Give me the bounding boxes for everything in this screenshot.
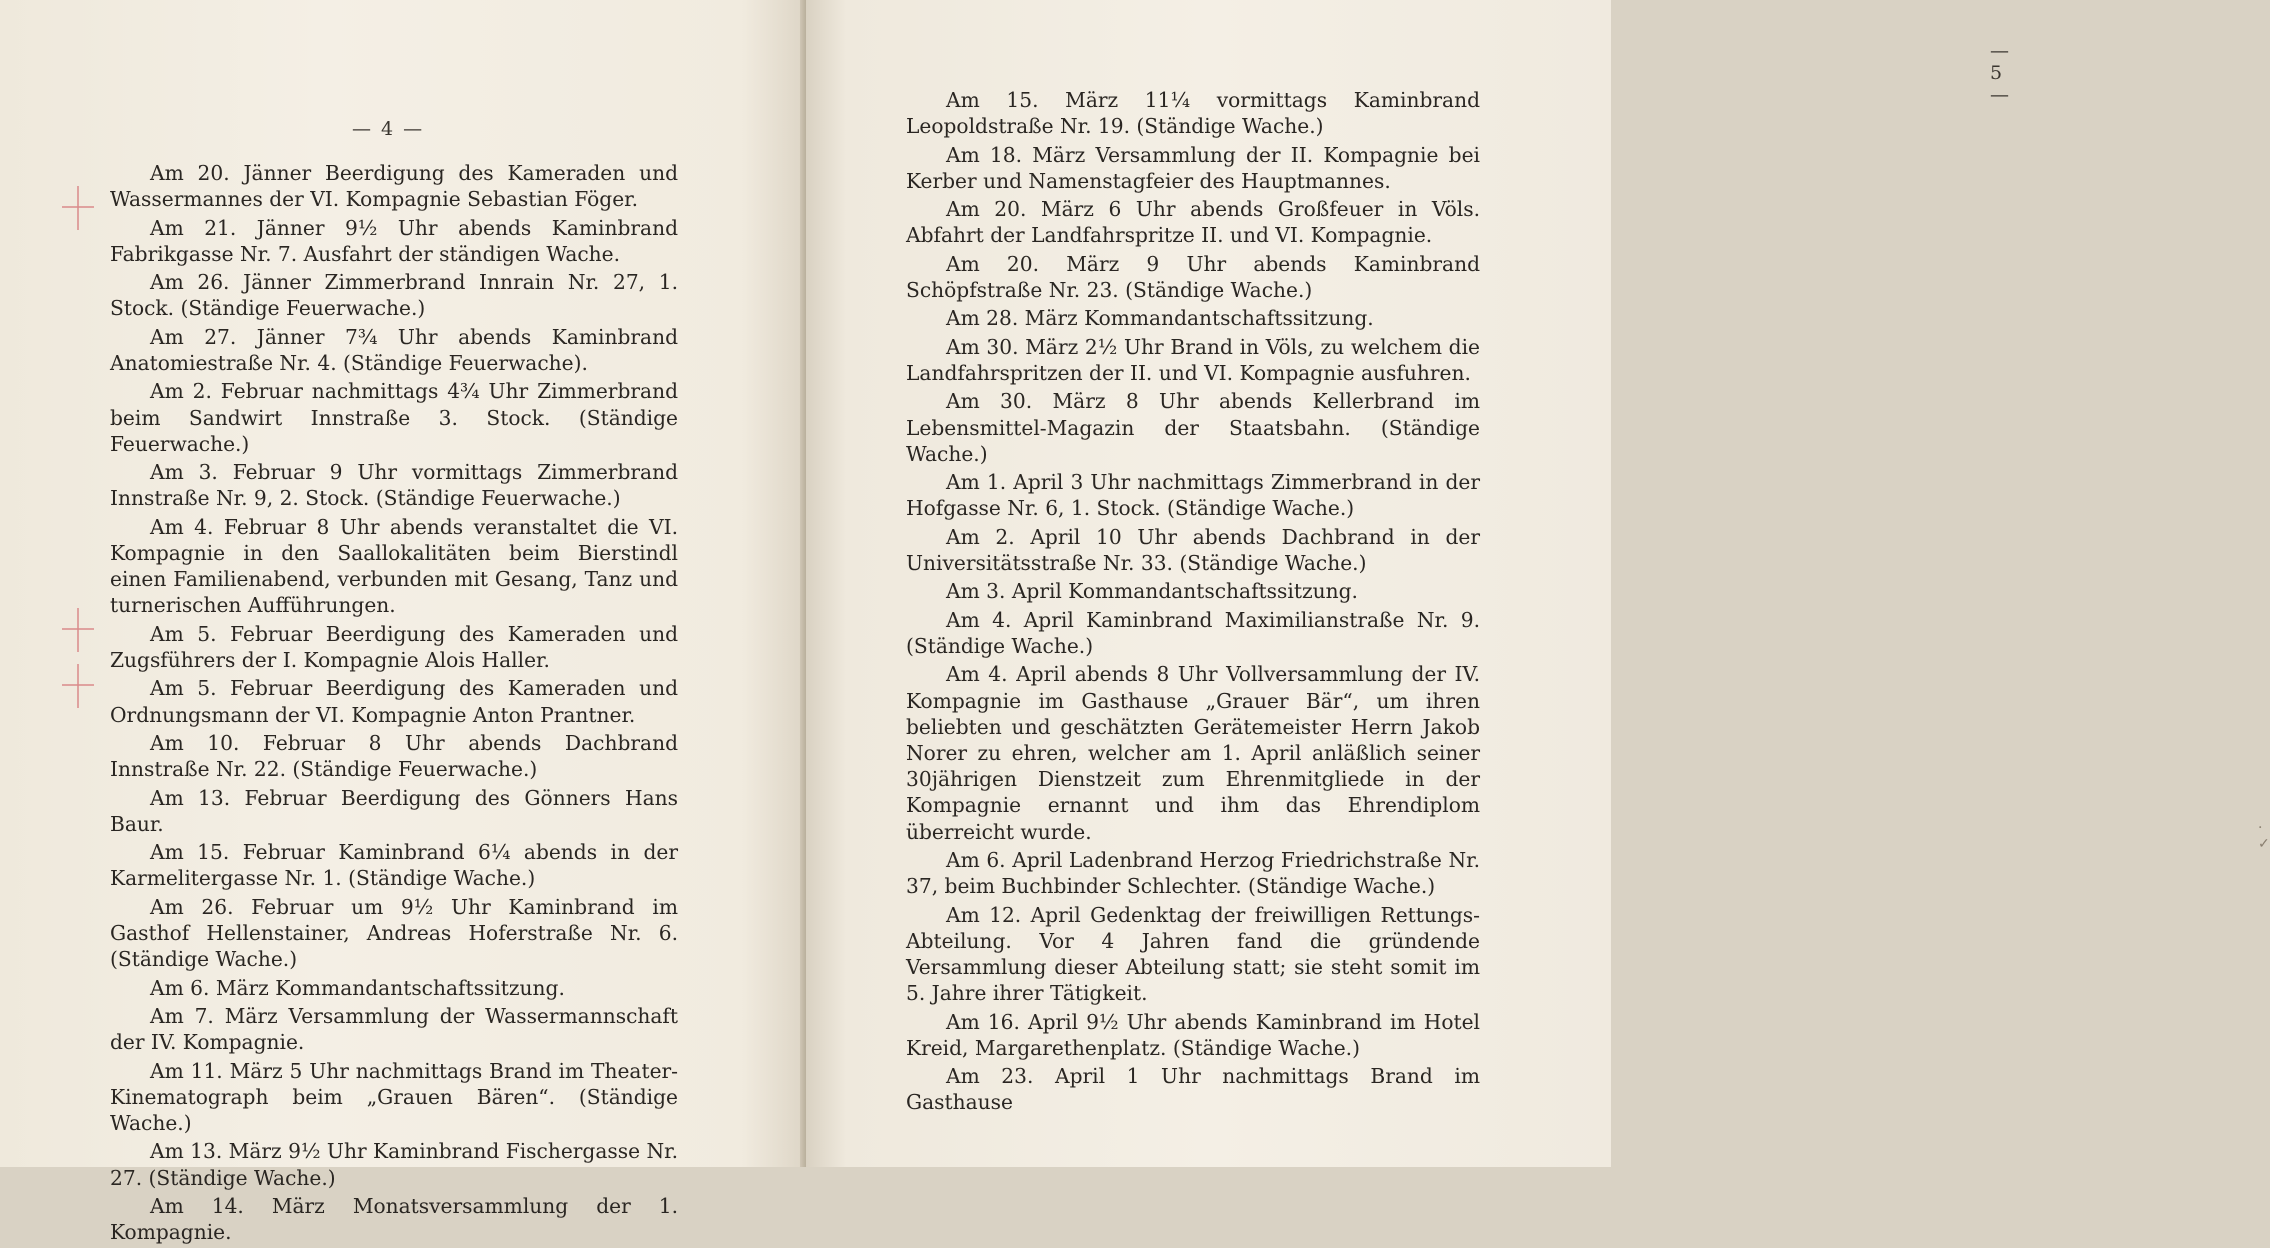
chronicle-entry: Am 11. März 5 Uhr nachmittags Brand im Theater-Kinematograph beim „Grauen Bären“. (Ständige Wache.) [110, 1058, 678, 1135]
chronicle-entry: Am 15. März 11¼ vormittags Kaminbrand Leopoldstraße Nr. 19. (Ständige Wache.) [906, 88, 1480, 139]
chronicle-entry: Am 3. Februar 9 Uhr vormittags Zimmerbrand Innstraße Nr. 9, 2. Stock. (Ständige Feuerwache.) [110, 460, 678, 511]
page-number-left: — 4 — [352, 118, 425, 140]
chronicle-entry: Am 13. März 9½ Uhr Kaminbrand Fischergasse Nr. 27. (Ständige Wache.) [110, 1139, 678, 1190]
chronicle-entry: Am 21. Jänner 9½ Uhr abends Kaminbrand Fabrikgasse Nr. 7. Ausfahrt der ständigen Wache. [110, 215, 678, 266]
chronicle-entry: Am 10. Februar 8 Uhr abends Dachbrand Innstraße Nr. 22. (Ständige Feuerwache.) [110, 730, 678, 782]
pencil-tick-mark: · ✓ [2258, 820, 2270, 852]
chronicle-entry: Am 6. April Ladenbrand Herzog Friedrichstraße Nr. 37, beim Buchbinder Schlechter. (Ständige Wache.) [906, 847, 1480, 899]
chronicle-entry: Am 3. April Kommandantschaftssitzung. [946, 579, 1358, 604]
chronicle-entry: Am 4. April Kaminbrand Maximilianstraße Nr. 9. (Ständige Wache.) [906, 607, 1480, 658]
chronicle-entry: Am 4. Februar 8 Uhr abends veranstaltet die VI. Kompagnie in den Saallokalitäten beim Bierstindl einen Familienabend, verbunden mit Gesang, Tanz und turnerischen Aufführungen. [110, 514, 678, 618]
chronicle-entry: Am 27. Jänner 7¾ Uhr abends Kaminbrand Anatomiestraße Nr. 4. (Ständige Feuerwache). [110, 324, 678, 375]
chronicle-entry: Am 28. März Kommandantschaftssitzung. [946, 306, 1374, 331]
pencil-cross-mark [60, 608, 96, 652]
pencil-cross-mark [60, 186, 96, 230]
chronicle-entry: Am 14. März Monatsversammlung der 1. Kompagnie. [110, 1193, 678, 1245]
chronicle-entry: Am 30. März 2½ Uhr Brand in Völs, zu welchem die Landfahrspritzen der II. und VI. Kompagnie ausfuhren. [906, 334, 1480, 385]
chronicle-entry: Am 15. Februar Kaminbrand 6¼ abends in der Karmelitergasse Nr. 1. (Ständige Wache.) [110, 840, 678, 891]
page-number-right: — 5 — [1990, 40, 2011, 106]
chronicle-entry: Am 13. Februar Beerdigung des Gönners Hans Baur. [110, 785, 678, 836]
left-page [0, 0, 806, 1245]
chronicle-entry: Am 18. März Versammlung der II. Kompagnie bei Kerber und Namenstagfeier des Hauptmannes. [906, 142, 1480, 193]
right-page [806, 0, 2270, 1167]
chronicle-entry: Am 16. April 9½ Uhr abends Kaminbrand im Hotel Kreid, Margarethenplatz. (Ständige Wache.) [906, 1009, 1480, 1060]
chronicle-entry: Am 6. März Kommandantschaftssitzung. [150, 975, 565, 1000]
pencil-cross-mark [60, 664, 96, 708]
chronicle-entry: Am 2. April 10 Uhr abends Dachbrand in der Universitätsstraße Nr. 33. (Ständige Wache.) [906, 524, 1480, 575]
chronicle-entry: Am 2. Februar nachmittags 4¾ Uhr Zimmerbrand beim Sandwirt Innstraße 3. Stock. (Ständige Feuerwache.) [110, 379, 678, 456]
chronicle-entry: Am 12. April Gedenktag der freiwilligen Rettungs-Abteilung. Vor 4 Jahren fand die gründende Versammlung dieser Abteilung statt; sie steht somit im 5. Jahre ihrer Tätigkeit. [906, 902, 1480, 1006]
chronicle-entry: Am 4. April abends 8 Uhr Vollversammlung der IV. Kompagnie im Gasthause „Grauer Bär“, um ihren beliebten und geschätzten Gerätemeister Herrn Jakob Norer zu ehren, welcher am 1. April anläßlich seiner 30jährigen Dienstzeit zum Ehrenmitgliede in der Kompagnie ernannt und ihm das Ehrendiplom überreicht wurde. [906, 662, 1480, 844]
chronicle-entry: Am 26. Jänner Zimmerbrand Innrain Nr. 27, 1. Stock. (Ständige Feuerwache.) [110, 270, 678, 321]
chronicle-entry: Am 5. Februar Beerdigung des Kameraden und Ordnungsmann der VI. Kompagnie Anton Prantner. [110, 676, 678, 727]
chronicle-entry: Am 20. Jänner Beerdigung des Kameraden und Wassermannes der VI. Kompagnie Sebastian Föger. [110, 161, 678, 212]
chronicle-entry: Am 26. Februar um 9½ Uhr Kaminbrand im Gasthof Hellenstainer, Andreas Hoferstraße Nr. 6. (Ständige Wache.) [110, 894, 678, 972]
chronicle-entries-left [110, 160, 678, 1248]
chronicle-entry: Am 7. März Versammlung der Wassermannschaft der IV. Kompagnie. [110, 1003, 678, 1055]
chronicle-entry: Am 20. März 9 Uhr abends Kaminbrand Schöpfstraße Nr. 23. (Ständige Wache.) [906, 251, 1480, 302]
chronicle-entry: Am 20. März 6 Uhr abends Großfeuer in Völs. Abfahrt der Landfahrspritze II. und VI. Kompagnie. [906, 197, 1480, 248]
chronicle-entries-right [906, 87, 1480, 1118]
chronicle-entry: Am 23. April 1 Uhr nachmittags Brand im Gasthause [906, 1064, 1480, 1115]
chronicle-entry: Am 5. Februar Beerdigung des Kameraden und Zugsführers der I. Kompagnie Alois Haller. [110, 621, 678, 672]
chronicle-entry: Am 30. März 8 Uhr abends Kellerbrand im Lebensmittel-Magazin der Staatsbahn. (Ständige Wache.) [906, 389, 1480, 466]
chronicle-entry: Am 1. April 3 Uhr nachmittags Zimmerbrand in der Hofgasse Nr. 6, 1. Stock. (Ständige Wache.) [906, 470, 1480, 521]
